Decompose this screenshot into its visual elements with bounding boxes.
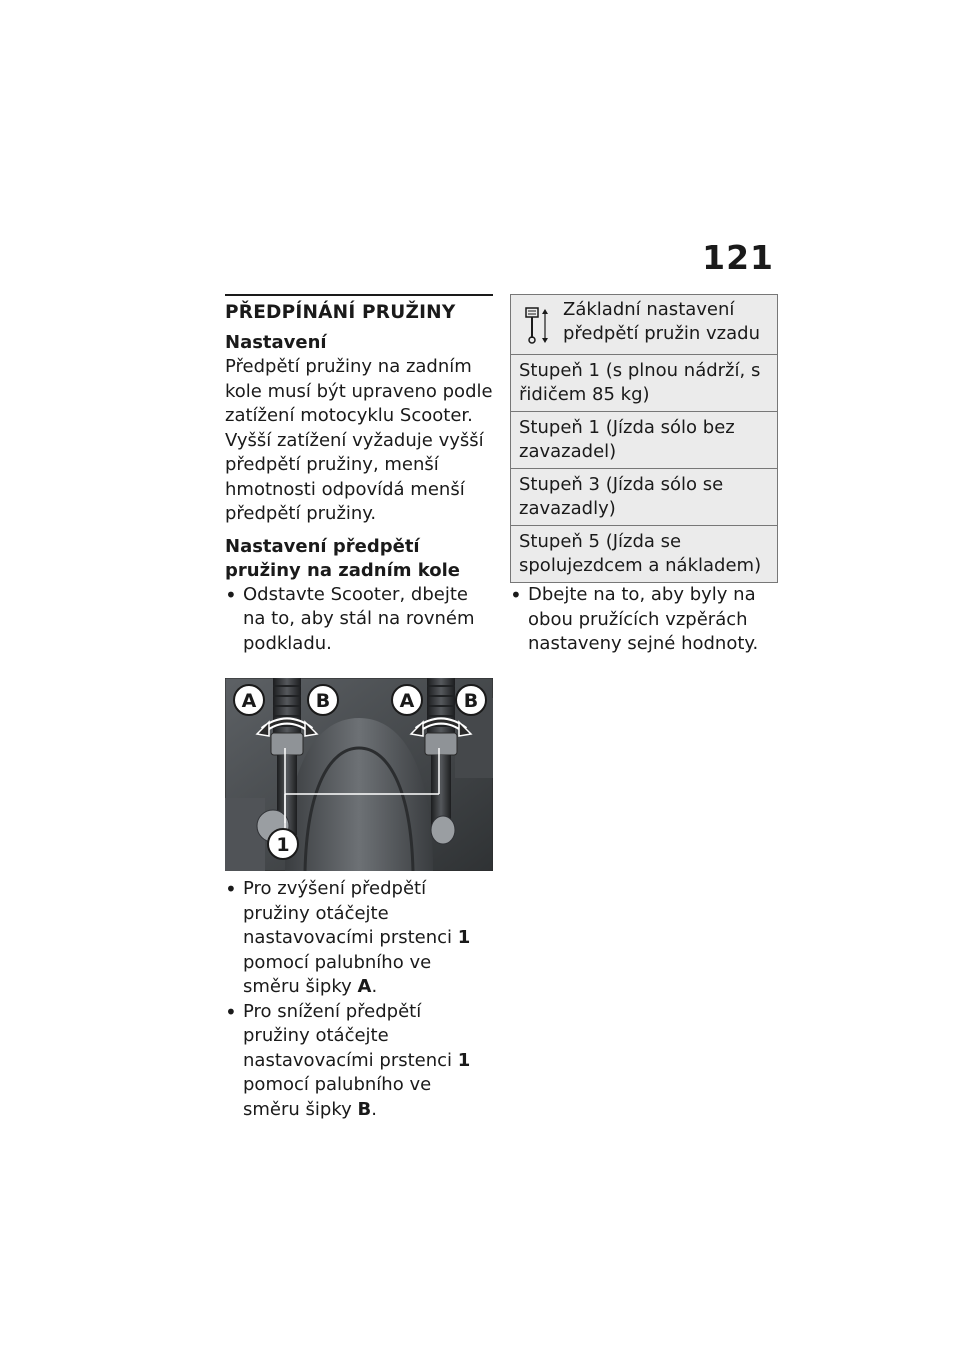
table-header-row bbox=[511, 295, 778, 355]
step-decrease-ref: 1 bbox=[457, 1049, 471, 1071]
step-increase-text: Pro zvýšení předpětí pružiny otáčejte nastavovacími prstenci bbox=[243, 878, 453, 948]
table-cell: Stupeň 3 (Jízda sólo se zavazadly) bbox=[511, 469, 778, 526]
step-decrease bbox=[225, 1000, 493, 1123]
step-increase-ref: 1 bbox=[457, 927, 471, 948]
adjustment-steps bbox=[225, 877, 493, 1122]
table-cell: Stupeň 1 (Jízda sólo bez zavazadel) bbox=[511, 412, 778, 469]
label-1: 1 bbox=[276, 834, 290, 856]
label-a-right: A bbox=[399, 690, 415, 712]
label-b-right: B bbox=[463, 690, 479, 712]
preload-settings-table bbox=[510, 294, 778, 583]
label-b-left: B bbox=[315, 690, 331, 712]
section-rule bbox=[225, 294, 493, 296]
note-equal-values: • Dbejte na to, aby byly na obou pružících vzpěrách nastaveny sejné hodnoty. bbox=[510, 583, 778, 657]
table-cell: Stupeň 1 (s plnou nádrží, s řidičem 85 kg) bbox=[511, 355, 778, 412]
step-park: • Odstavte Scooter, dbejte na to, aby stál na rovném podkladu. bbox=[225, 583, 493, 657]
procedure-title: Nastavení předpětí pružiny na zadním kole bbox=[225, 535, 461, 581]
spring-adjuster-photo bbox=[225, 678, 493, 871]
right-column bbox=[510, 294, 778, 657]
table-row bbox=[511, 412, 778, 469]
note-list bbox=[510, 583, 778, 657]
table-cell: Stupeň 5 (Jízda se spolujezdcem a nákladem) bbox=[511, 526, 778, 583]
step-increase-text-2: pomocí palubního ve směru šipky bbox=[243, 951, 432, 997]
table-row bbox=[511, 526, 778, 583]
procedure-steps bbox=[225, 583, 493, 657]
subheading: Nastavení bbox=[225, 332, 327, 353]
table-header-text: Základní nastavení předpětí pružin vzadu bbox=[563, 299, 760, 344]
left-column bbox=[225, 294, 493, 1122]
step-increase-end: . bbox=[371, 976, 378, 997]
page-number: 121 bbox=[702, 238, 774, 277]
step-increase bbox=[225, 877, 493, 1000]
step-increase-arrow: A bbox=[357, 976, 372, 997]
section-title: PŘEDPÍNÁNÍ PRUŽINY bbox=[225, 302, 456, 323]
step-decrease-end: . bbox=[371, 1098, 377, 1120]
step-decrease-arrow: B bbox=[357, 1098, 372, 1120]
table-row bbox=[511, 469, 778, 526]
step-decrease-text-2: pomocí palubního ve směru šipky bbox=[243, 1074, 432, 1120]
intro-paragraph: Předpětí pružiny na zadním kole musí být upraveno podle zatížení motocyklu Scooter. Vyšší zatížení vyžaduje vyšší předpětí pružiny, menší hmotnosti odpovídá menší předpětí pružiny. bbox=[225, 356, 493, 524]
table-row bbox=[511, 355, 778, 412]
step-decrease-text: Pro snížení předpětí pružiny otáčejte nastavovacími prstenci bbox=[243, 1000, 453, 1071]
spring-preload-icon bbox=[517, 306, 553, 346]
label-a-left: A bbox=[241, 690, 257, 712]
